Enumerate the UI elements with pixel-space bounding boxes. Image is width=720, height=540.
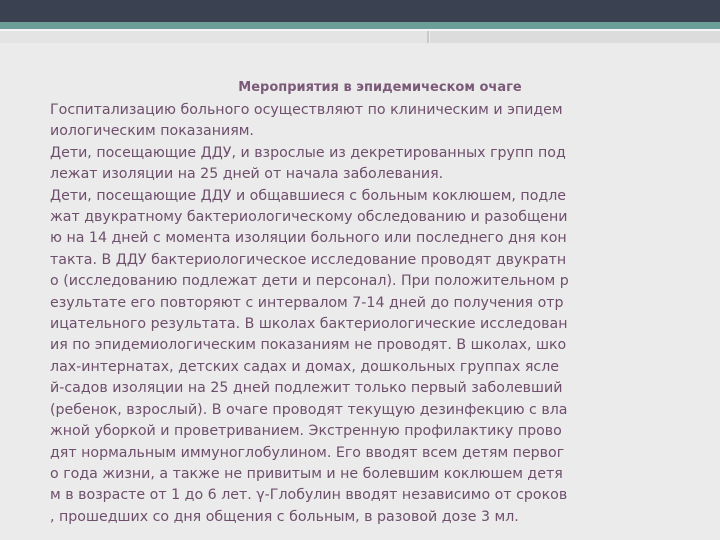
slide-content	[50, 80, 680, 528]
body-line: о (исследованию подлежат дети и персонал). При положительном р	[50, 273, 569, 290]
body-line: ия по эпидемиологическим показаниям не проводят. В школах, шко	[50, 337, 567, 354]
top-light-band-right	[430, 31, 720, 43]
top-accent-bar	[0, 22, 720, 29]
body-line: Госпитализацию больного осуществляют по клиническим и эпидем	[50, 102, 563, 118]
body-line: жной уборкой и проветриванием. Экстренную профилактику прово	[50, 423, 562, 440]
slide-title: Мероприятия в эпидемическом очаге	[238, 80, 522, 95]
body-line: , прошедших со дня общения с больным, в разовой дозе 3 мл.	[50, 508, 519, 525]
body-line: лежат изоляции на 25 дней от начала заболевания.	[50, 166, 444, 183]
body-line: о года жизни, а также не привитым и не болевшим коклюшем детя	[50, 465, 563, 482]
body-line: Дети, посещающие ДДУ, и взрослые из декретированных групп под	[50, 144, 566, 161]
body-line: ицательного результата. В школах бактериологические исследован	[50, 316, 568, 333]
top-light-band-left	[0, 31, 428, 43]
slide-body	[50, 100, 680, 528]
top-dark-bar	[0, 0, 720, 22]
body-line: иологическим показаниям.	[50, 123, 254, 140]
body-line: (ребенок, взрослый). В очаге проводят текущую дезинфекцию с вла	[50, 401, 568, 418]
body-line: лах-интернатах, детских садах и домах, дошкольных группах ясле	[50, 358, 560, 375]
body-line: Дети, посещающие ДДУ и общавшиеся с больным коклюшем, подле	[50, 187, 566, 204]
body-line: дят нормальным иммуноглобулином. Его вводят всем детям первог	[50, 444, 565, 461]
body-line: й-садов изоляции на 25 дней подлежит только первый заболевший	[50, 380, 563, 397]
body-line: м в возрасте от 1 до 6 лет. γ-Глобулин вводят независимо от сроков	[50, 487, 568, 504]
top-light-band-tick	[427, 31, 429, 43]
body-line: езультате его повторяют с интервалом 7-14 дней до получения отр	[50, 294, 564, 311]
body-line: жат двукратному бактериологическому обследованию и разобщени	[50, 209, 568, 226]
body-line: ю на 14 дней с момента изоляции больного или последнего дня кон	[50, 230, 567, 247]
body-line: такта. В ДДУ бактериологическое исследование проводят двукратн	[50, 251, 567, 268]
